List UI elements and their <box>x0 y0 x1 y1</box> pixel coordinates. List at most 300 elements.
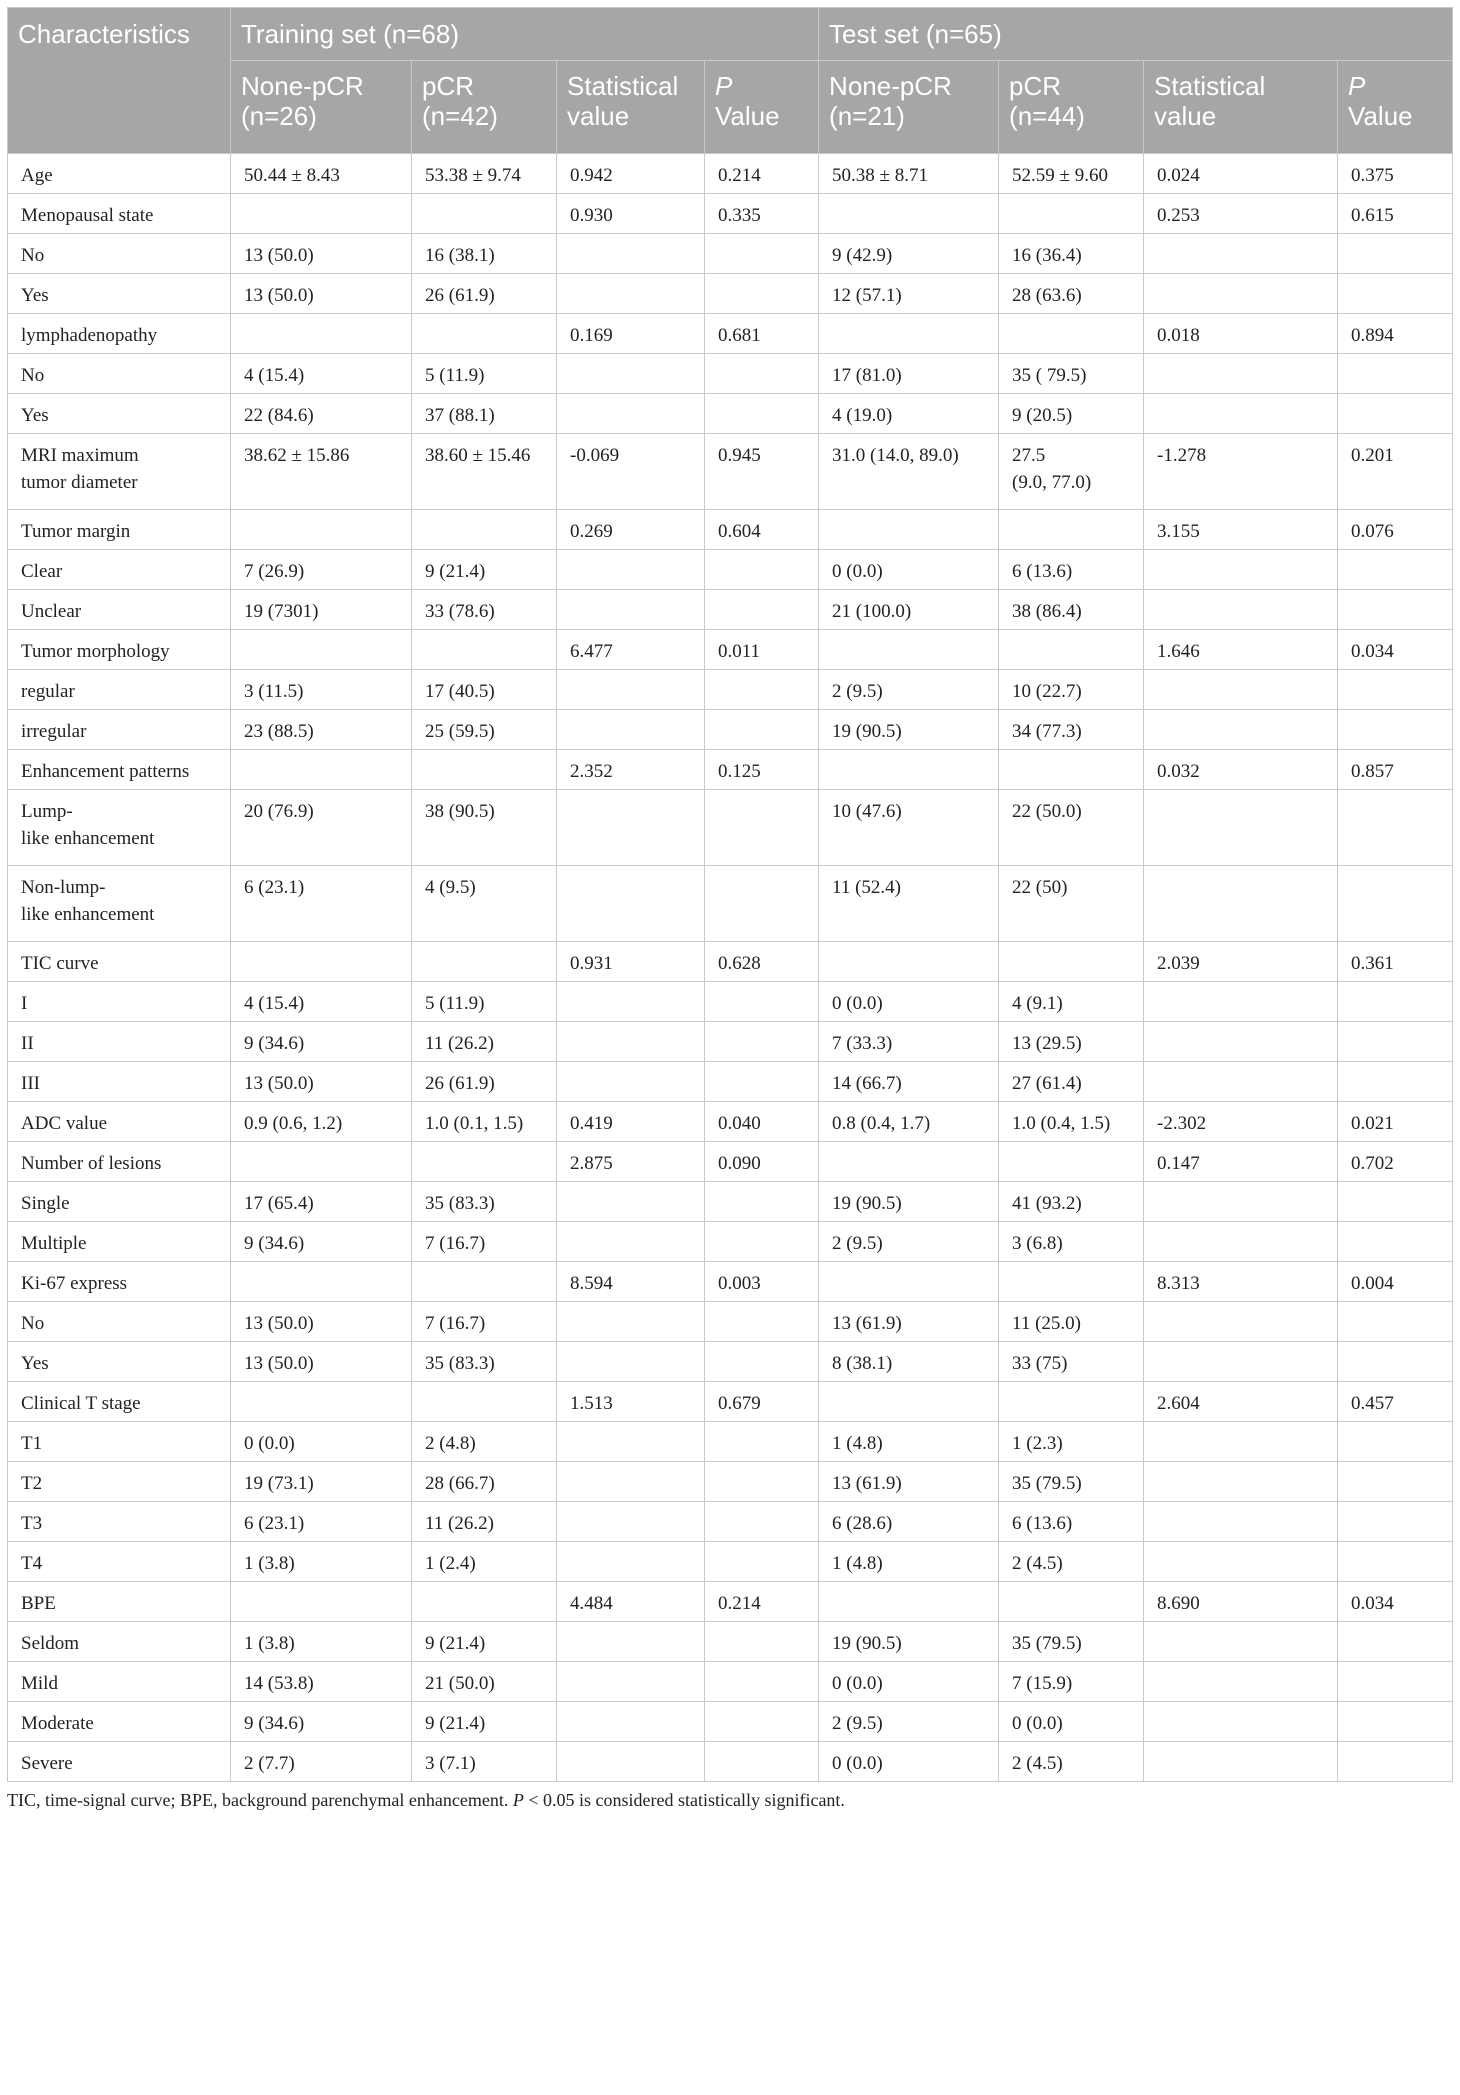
cell-test-stat: 2.604 <box>1144 1382 1338 1422</box>
footnote-suffix: < 0.05 is considered statistically significant. <box>523 1790 845 1810</box>
table-row <box>8 1022 1453 1062</box>
table-row <box>8 234 1453 274</box>
cell-test-none: 9 (42.9) <box>819 234 999 274</box>
cell-test-pcr: 27 (61.4) <box>999 1062 1144 1102</box>
header-train-pcr-label: pCR (n=42) <box>422 71 498 131</box>
cell-train-p: 0.604 <box>705 510 819 550</box>
cell-train-none: 38.62 ± 15.86 <box>231 434 412 510</box>
header-test-set: Test set (n=65) <box>819 8 1453 61</box>
row-label-cell: Severe <box>8 1742 231 1782</box>
cell-train-pcr: 35 (83.3) <box>412 1342 557 1382</box>
cell-test-none: 7 (33.3) <box>819 1022 999 1062</box>
cell-test-pcr: 27.5 (9.0, 77.0) <box>999 434 1144 510</box>
cell-test-none: 0.8 (0.4, 1.7) <box>819 1102 999 1142</box>
cell-train-stat: 0.419 <box>557 1102 705 1142</box>
cell-train-stat <box>557 1542 705 1582</box>
row-label-cell: Moderate <box>8 1702 231 1742</box>
cell-train-p: 0.125 <box>705 750 819 790</box>
cell-test-stat <box>1144 1702 1338 1742</box>
table-row <box>8 1302 1453 1342</box>
cell-train-pcr: 16 (38.1) <box>412 234 557 274</box>
cell-train-stat <box>557 670 705 710</box>
cell-test-pcr: 13 (29.5) <box>999 1022 1144 1062</box>
table-row <box>8 866 1453 942</box>
header-train-p-symbol: P <box>715 71 733 101</box>
cell-train-p <box>705 982 819 1022</box>
row-label-cell: Seldom <box>8 1622 231 1662</box>
cell-test-none: 19 (90.5) <box>819 1182 999 1222</box>
cell-train-pcr: 2 (4.8) <box>412 1422 557 1462</box>
cell-train-pcr <box>412 510 557 550</box>
cell-test-stat <box>1144 982 1338 1022</box>
cell-test-p <box>1338 1422 1453 1462</box>
cell-test-pcr: 22 (50.0) <box>999 790 1144 866</box>
cell-train-stat: 2.875 <box>557 1142 705 1182</box>
cell-train-stat: 2.352 <box>557 750 705 790</box>
header-train-none-pcr <box>231 61 412 154</box>
cell-test-none: 2 (9.5) <box>819 1702 999 1742</box>
table-row <box>8 1422 1453 1462</box>
header-train-stat-label: Statistical value <box>567 71 679 131</box>
cell-test-stat <box>1144 234 1338 274</box>
cell-train-pcr: 38.60 ± 15.46 <box>412 434 557 510</box>
cell-train-p <box>705 274 819 314</box>
table-row <box>8 354 1453 394</box>
cell-test-none: 6 (28.6) <box>819 1502 999 1542</box>
table-row <box>8 1062 1453 1102</box>
header-train-stat <box>557 61 705 154</box>
cell-train-stat: 0.931 <box>557 942 705 982</box>
table-row <box>8 982 1453 1022</box>
row-label-cell: No <box>8 1302 231 1342</box>
cell-test-stat: 0.018 <box>1144 314 1338 354</box>
table-row <box>8 1182 1453 1222</box>
cell-test-stat <box>1144 1182 1338 1222</box>
cell-test-stat: -2.302 <box>1144 1102 1338 1142</box>
cell-train-none: 6 (23.1) <box>231 1502 412 1542</box>
cell-test-pcr: 16 (36.4) <box>999 234 1144 274</box>
cell-test-p <box>1338 1462 1453 1502</box>
table-row <box>8 1622 1453 1662</box>
cell-test-none: 17 (81.0) <box>819 354 999 394</box>
cell-test-p: 0.375 <box>1338 154 1453 194</box>
row-label-cell: Non-lump- like enhancement <box>8 866 231 942</box>
cell-test-p: 0.615 <box>1338 194 1453 234</box>
cell-train-p <box>705 1662 819 1702</box>
row-label-cell: Tumor margin <box>8 510 231 550</box>
table-row <box>8 434 1453 510</box>
row-label-cell: regular <box>8 670 231 710</box>
table-row <box>8 1102 1453 1142</box>
cell-test-pcr <box>999 1382 1144 1422</box>
cell-test-stat: 8.690 <box>1144 1582 1338 1622</box>
cell-test-none <box>819 1142 999 1182</box>
cell-train-pcr: 9 (21.4) <box>412 1702 557 1742</box>
cell-test-none: 12 (57.1) <box>819 274 999 314</box>
cell-train-stat <box>557 1222 705 1262</box>
cell-train-p <box>705 1342 819 1382</box>
cell-train-none: 3 (11.5) <box>231 670 412 710</box>
cell-train-p <box>705 1462 819 1502</box>
cell-train-none <box>231 1262 412 1302</box>
cell-train-pcr: 26 (61.9) <box>412 1062 557 1102</box>
cell-train-pcr: 1 (2.4) <box>412 1542 557 1582</box>
cell-test-p: 0.894 <box>1338 314 1453 354</box>
cell-test-stat <box>1144 1062 1338 1102</box>
table-row <box>8 750 1453 790</box>
cell-test-none <box>819 1582 999 1622</box>
cell-train-p <box>705 394 819 434</box>
cell-test-stat <box>1144 1462 1338 1502</box>
header-test-p-symbol: P <box>1348 71 1366 101</box>
cell-train-pcr: 25 (59.5) <box>412 710 557 750</box>
cell-test-stat <box>1144 1342 1338 1382</box>
cell-test-pcr <box>999 750 1144 790</box>
cell-train-stat: 6.477 <box>557 630 705 670</box>
cell-test-stat <box>1144 1502 1338 1542</box>
cell-test-pcr: 1 (2.3) <box>999 1422 1144 1462</box>
table-row <box>8 1542 1453 1582</box>
table-row <box>8 670 1453 710</box>
cell-test-pcr: 28 (63.6) <box>999 274 1144 314</box>
cell-test-pcr: 52.59 ± 9.60 <box>999 154 1144 194</box>
characteristics-table <box>7 7 1453 1782</box>
cell-test-stat <box>1144 790 1338 866</box>
row-label-cell: T3 <box>8 1502 231 1542</box>
row-label-cell: Age <box>8 154 231 194</box>
row-label-cell: Yes <box>8 1342 231 1382</box>
cell-test-pcr: 2 (4.5) <box>999 1542 1144 1582</box>
cell-test-none: 0 (0.0) <box>819 982 999 1022</box>
cell-test-none: 1 (4.8) <box>819 1422 999 1462</box>
cell-train-p <box>705 550 819 590</box>
row-label-cell: No <box>8 234 231 274</box>
cell-test-pcr: 1.0 (0.4, 1.5) <box>999 1102 1144 1142</box>
cell-test-pcr: 9 (20.5) <box>999 394 1144 434</box>
row-label-cell: Yes <box>8 394 231 434</box>
cell-train-p <box>705 590 819 630</box>
cell-train-p: 0.090 <box>705 1142 819 1182</box>
cell-test-none <box>819 194 999 234</box>
cell-test-stat <box>1144 274 1338 314</box>
cell-train-pcr: 5 (11.9) <box>412 982 557 1022</box>
cell-train-stat: 0.942 <box>557 154 705 194</box>
cell-train-none: 7 (26.9) <box>231 550 412 590</box>
cell-test-pcr <box>999 942 1144 982</box>
cell-test-stat <box>1144 1622 1338 1662</box>
cell-train-none: 1 (3.8) <box>231 1542 412 1582</box>
cell-test-p: 0.702 <box>1338 1142 1453 1182</box>
cell-train-stat <box>557 1662 705 1702</box>
table-row <box>8 1342 1453 1382</box>
cell-test-pcr: 38 (86.4) <box>999 590 1144 630</box>
cell-train-pcr: 17 (40.5) <box>412 670 557 710</box>
cell-test-none <box>819 942 999 982</box>
cell-test-none <box>819 1262 999 1302</box>
row-label-cell: Menopausal state <box>8 194 231 234</box>
cell-test-p <box>1338 790 1453 866</box>
cell-test-pcr: 35 (79.5) <box>999 1462 1144 1502</box>
footnote-prefix: TIC, time-signal curve; BPE, background parenchymal enhancement. <box>7 1790 513 1810</box>
cell-train-none: 0.9 (0.6, 1.2) <box>231 1102 412 1142</box>
cell-train-stat <box>557 1622 705 1662</box>
row-label-cell: ADC value <box>8 1102 231 1142</box>
cell-test-p: 0.021 <box>1338 1102 1453 1142</box>
cell-train-pcr: 37 (88.1) <box>412 394 557 434</box>
cell-train-stat <box>557 590 705 630</box>
cell-test-p <box>1338 274 1453 314</box>
cell-train-none <box>231 630 412 670</box>
row-label-cell: III <box>8 1062 231 1102</box>
footnote-p-symbol: P <box>512 1790 524 1810</box>
header-test-none-pcr <box>819 61 999 154</box>
cell-train-pcr <box>412 1382 557 1422</box>
cell-test-pcr: 11 (25.0) <box>999 1302 1144 1342</box>
cell-train-p <box>705 1742 819 1782</box>
cell-train-pcr <box>412 314 557 354</box>
cell-train-pcr: 7 (16.7) <box>412 1222 557 1262</box>
row-label-cell: Single <box>8 1182 231 1222</box>
cell-test-pcr: 7 (15.9) <box>999 1662 1144 1702</box>
cell-train-p <box>705 866 819 942</box>
cell-train-stat <box>557 1342 705 1382</box>
cell-train-p <box>705 1022 819 1062</box>
cell-test-stat: -1.278 <box>1144 434 1338 510</box>
row-label-cell: I <box>8 982 231 1022</box>
row-label-cell: T1 <box>8 1422 231 1462</box>
cell-train-none: 50.44 ± 8.43 <box>231 154 412 194</box>
cell-test-pcr <box>999 1262 1144 1302</box>
cell-train-p: 0.335 <box>705 194 819 234</box>
cell-train-none <box>231 1382 412 1422</box>
cell-test-p <box>1338 1502 1453 1542</box>
table-row <box>8 710 1453 750</box>
row-label-cell: MRI maximum tumor diameter <box>8 434 231 510</box>
cell-train-none: 13 (50.0) <box>231 274 412 314</box>
cell-test-p <box>1338 670 1453 710</box>
header-test-stat-label: Statistical value <box>1154 71 1266 131</box>
cell-test-p <box>1338 1182 1453 1222</box>
header-test-pcr <box>999 61 1144 154</box>
cell-train-none: 13 (50.0) <box>231 1342 412 1382</box>
table-row <box>8 1462 1453 1502</box>
cell-test-p: 0.034 <box>1338 630 1453 670</box>
cell-train-stat <box>557 1422 705 1462</box>
row-label-cell: Multiple <box>8 1222 231 1262</box>
cell-test-pcr: 6 (13.6) <box>999 1502 1144 1542</box>
cell-test-none <box>819 750 999 790</box>
cell-test-p: 0.201 <box>1338 434 1453 510</box>
cell-train-none <box>231 510 412 550</box>
table-row <box>8 1742 1453 1782</box>
cell-train-stat <box>557 790 705 866</box>
table-row <box>8 630 1453 670</box>
header-test-p <box>1338 61 1453 154</box>
cell-test-none: 50.38 ± 8.71 <box>819 154 999 194</box>
cell-test-pcr <box>999 630 1144 670</box>
cell-test-none <box>819 630 999 670</box>
cell-test-stat <box>1144 1662 1338 1702</box>
row-label-cell: Clinical T stage <box>8 1382 231 1422</box>
row-label-cell: Mild <box>8 1662 231 1702</box>
cell-test-stat: 0.024 <box>1144 154 1338 194</box>
table-footnote <box>7 1788 1452 1812</box>
cell-test-stat: 3.155 <box>1144 510 1338 550</box>
cell-test-stat <box>1144 710 1338 750</box>
cell-test-pcr <box>999 1142 1144 1182</box>
cell-test-pcr: 0 (0.0) <box>999 1702 1144 1742</box>
cell-train-p: 0.011 <box>705 630 819 670</box>
cell-train-pcr: 4 (9.5) <box>412 866 557 942</box>
cell-train-pcr: 33 (78.6) <box>412 590 557 630</box>
row-label-cell: BPE <box>8 1582 231 1622</box>
cell-test-p <box>1338 394 1453 434</box>
cell-train-pcr: 7 (16.7) <box>412 1302 557 1342</box>
cell-train-none: 19 (7301) <box>231 590 412 630</box>
table-row <box>8 274 1453 314</box>
row-label-cell: Number of lesions <box>8 1142 231 1182</box>
cell-test-p: 0.034 <box>1338 1582 1453 1622</box>
header-train-pcr <box>412 61 557 154</box>
cell-train-stat <box>557 982 705 1022</box>
cell-test-pcr <box>999 314 1144 354</box>
cell-train-pcr: 11 (26.2) <box>412 1502 557 1542</box>
cell-train-stat <box>557 550 705 590</box>
row-label-cell: TIC curve <box>8 942 231 982</box>
cell-train-stat: -0.069 <box>557 434 705 510</box>
cell-train-pcr: 21 (50.0) <box>412 1662 557 1702</box>
cell-test-p <box>1338 1542 1453 1582</box>
cell-test-pcr: 22 (50) <box>999 866 1144 942</box>
cell-train-none: 9 (34.6) <box>231 1222 412 1262</box>
cell-train-stat <box>557 234 705 274</box>
cell-test-p: 0.076 <box>1338 510 1453 550</box>
cell-test-stat: 0.253 <box>1144 194 1338 234</box>
row-label-cell: Yes <box>8 274 231 314</box>
cell-train-p: 0.040 <box>705 1102 819 1142</box>
cell-train-stat <box>557 1182 705 1222</box>
cell-test-p <box>1338 590 1453 630</box>
cell-train-p <box>705 1062 819 1102</box>
cell-train-none <box>231 194 412 234</box>
table-container <box>7 7 1452 1812</box>
cell-train-pcr: 9 (21.4) <box>412 550 557 590</box>
row-label-cell: lymphadenopathy <box>8 314 231 354</box>
cell-train-none: 4 (15.4) <box>231 354 412 394</box>
cell-test-p <box>1338 1302 1453 1342</box>
cell-test-p <box>1338 1062 1453 1102</box>
cell-train-p: 0.679 <box>705 1382 819 1422</box>
row-label-cell: irregular <box>8 710 231 750</box>
table-row <box>8 590 1453 630</box>
cell-test-stat <box>1144 1222 1338 1262</box>
cell-train-p <box>705 1182 819 1222</box>
cell-test-pcr <box>999 1582 1144 1622</box>
cell-test-none <box>819 510 999 550</box>
cell-train-stat <box>557 1462 705 1502</box>
row-label-cell: Ki-67 express <box>8 1262 231 1302</box>
cell-test-p <box>1338 234 1453 274</box>
table-row <box>8 154 1453 194</box>
cell-train-p <box>705 1222 819 1262</box>
cell-test-p: 0.457 <box>1338 1382 1453 1422</box>
cell-train-pcr <box>412 1582 557 1622</box>
cell-train-none: 19 (73.1) <box>231 1462 412 1502</box>
row-label-cell: Unclear <box>8 590 231 630</box>
cell-train-none: 1 (3.8) <box>231 1622 412 1662</box>
header-test-pcr-label: pCR (n=44) <box>1009 71 1085 131</box>
table-row <box>8 1662 1453 1702</box>
cell-train-p <box>705 354 819 394</box>
cell-test-p <box>1338 1742 1453 1782</box>
cell-test-pcr <box>999 510 1144 550</box>
cell-train-pcr <box>412 750 557 790</box>
cell-test-p <box>1338 1222 1453 1262</box>
cell-train-none: 13 (50.0) <box>231 1062 412 1102</box>
cell-train-p: 0.214 <box>705 154 819 194</box>
cell-train-none: 20 (76.9) <box>231 790 412 866</box>
table-row <box>8 1142 1453 1182</box>
cell-test-p <box>1338 1662 1453 1702</box>
cell-train-pcr: 11 (26.2) <box>412 1022 557 1062</box>
cell-train-pcr: 28 (66.7) <box>412 1462 557 1502</box>
cell-test-stat <box>1144 670 1338 710</box>
header-train-none-pcr-label: None-pCR (n=26) <box>241 71 364 131</box>
cell-test-pcr: 34 (77.3) <box>999 710 1144 750</box>
cell-train-stat: 4.484 <box>557 1582 705 1622</box>
cell-test-pcr: 6 (13.6) <box>999 550 1144 590</box>
cell-train-p <box>705 1702 819 1742</box>
cell-test-p <box>1338 1342 1453 1382</box>
cell-test-none: 10 (47.6) <box>819 790 999 866</box>
cell-train-stat <box>557 1302 705 1342</box>
cell-train-stat: 0.169 <box>557 314 705 354</box>
cell-test-stat <box>1144 394 1338 434</box>
cell-train-p <box>705 1302 819 1342</box>
cell-train-pcr: 38 (90.5) <box>412 790 557 866</box>
table-row <box>8 550 1453 590</box>
cell-test-none: 13 (61.9) <box>819 1462 999 1502</box>
cell-test-p: 0.857 <box>1338 750 1453 790</box>
table-row <box>8 194 1453 234</box>
cell-test-p <box>1338 982 1453 1022</box>
table-row <box>8 1262 1453 1302</box>
header-test-none-pcr-label: None-pCR (n=21) <box>829 71 952 131</box>
cell-test-none: 0 (0.0) <box>819 1662 999 1702</box>
cell-train-none: 17 (65.4) <box>231 1182 412 1222</box>
table-row <box>8 510 1453 550</box>
cell-train-p <box>705 670 819 710</box>
header-row-groups <box>8 8 1453 61</box>
row-label-cell: Tumor morphology <box>8 630 231 670</box>
table-row <box>8 942 1453 982</box>
cell-train-none: 13 (50.0) <box>231 1302 412 1342</box>
cell-test-p <box>1338 710 1453 750</box>
row-label-cell: Lump- like enhancement <box>8 790 231 866</box>
cell-train-pcr <box>412 1142 557 1182</box>
cell-test-pcr: 33 (75) <box>999 1342 1144 1382</box>
cell-train-p: 0.681 <box>705 314 819 354</box>
cell-train-pcr <box>412 194 557 234</box>
cell-test-none <box>819 1382 999 1422</box>
cell-train-p <box>705 1622 819 1662</box>
cell-train-stat: 1.513 <box>557 1382 705 1422</box>
table-row <box>8 314 1453 354</box>
cell-train-none: 14 (53.8) <box>231 1662 412 1702</box>
cell-train-none <box>231 750 412 790</box>
row-label-cell: Clear <box>8 550 231 590</box>
cell-train-stat <box>557 1702 705 1742</box>
